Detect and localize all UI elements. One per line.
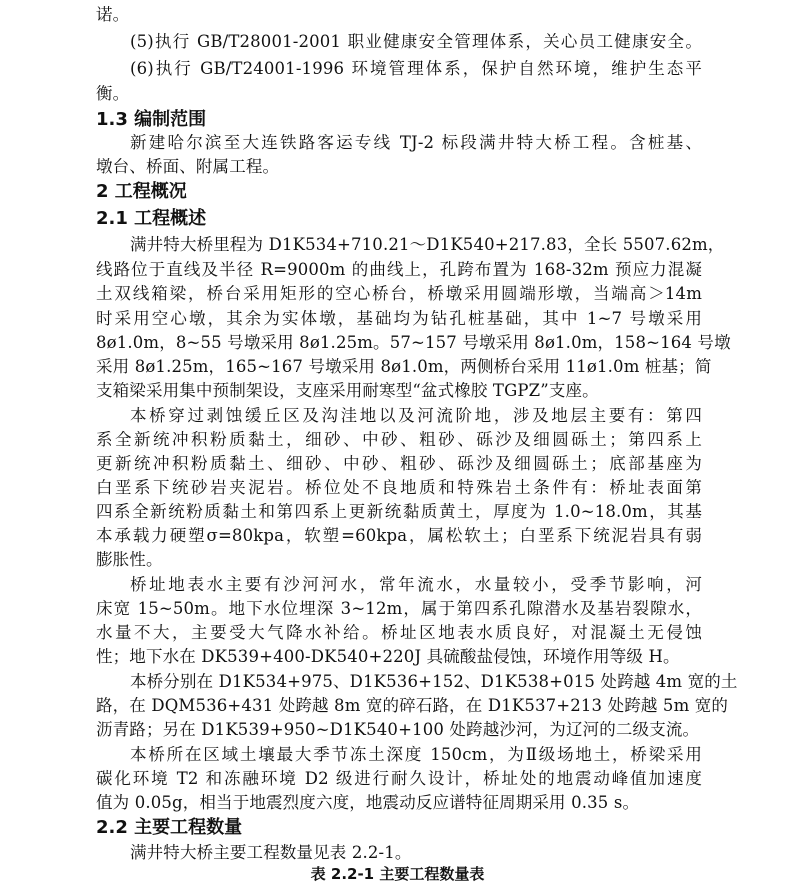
- text-line: 本桥所在区域土壤最大季节冻土深度 150cm，为Ⅱ级场地土，桥梁采用: [130, 745, 702, 764]
- text-line: 水量不大，主要受大气降水补给。桥址区地表水质良好，对混凝土无侵蚀: [96, 623, 702, 642]
- text-line: 更新统冲积粉质黏土、细砂、中砂、粗砂、砾沙及细圆砾土；底部基座为: [96, 454, 702, 473]
- text-line: 路，在 DQM536+431 处跨越 8m 宽的碎石路，在 D1K537+213 处跨越 5m 宽的: [96, 696, 729, 715]
- text-line: 满井特大桥里程为 D1K534+710.21～D1K540+217.83，全长 5507.62m，: [130, 235, 725, 254]
- text-line: 诺。: [96, 5, 130, 24]
- text-line: 性；地下水在 DK539+400-DK540+220J 具硫酸盐侵蚀，环境作用等级 H。: [96, 647, 680, 666]
- text-line: 墩台、桥面、附属工程。: [96, 157, 280, 176]
- section-heading-2: 2 工程概况: [96, 181, 187, 202]
- text-line: 衡。: [96, 84, 130, 103]
- table-caption: 表 2.2-1 主要工程数量表: [310, 865, 485, 883]
- text-line: 白垩系下统砂岩夹泥岩。桥位处不良地质和特殊岩土条件有：桥址表面第: [96, 478, 702, 497]
- text-line: 线路位于直线及半径 R=9000m 的曲线上，孔跨布置为 168-32m 预应力混凝: [96, 260, 702, 279]
- text-line: 碳化环境 T2 和冻融环境 D2 级进行耐久设计，桥址处的地震动峰值加速度: [96, 769, 702, 788]
- text-line: 床宽 15~50m。地下水位埋深 3~12m，属于第四系孔隙潜水及基岩裂隙水，: [96, 599, 702, 618]
- text-line: 本桥穿过剥蚀缓丘区及沟洼地以及河流阶地，涉及地层主要有：第四: [130, 406, 702, 425]
- text-line: 时采用空心墩，其余为实体墩，基础均为钻孔桩基础，其中 1~7 号墩采用: [96, 309, 702, 328]
- text-line: 8ø1.0m，8~55 号墩采用 8ø1.25m。57~157 号墩采用 8ø1.0m，158~164 号墩: [96, 333, 731, 352]
- text-line: 满井特大桥主要工程数量见表 2.2-1。: [130, 843, 412, 862]
- text-line: 值为 0.05g，相当于地震烈度六度，地震动反应谱特征周期采用 0.35 s。: [96, 793, 640, 812]
- text-line: 采用 8ø1.25m，165~167 号墩采用 8ø1.0m，两侧桥台采用 11ø1.0m 桩基；简: [96, 357, 712, 376]
- section-heading-2-1: 2.1 工程概述: [96, 208, 207, 229]
- text-line: 膨胀性。: [96, 550, 163, 569]
- text-line: 系全新统冲积粉质黏土，细砂、中砂、粗砂、砾沙及细圆砾土；第四系上: [96, 430, 702, 449]
- text-line: 支箱梁采用集中预制架设，支座采用耐寒型“盆式橡胶 TGPZ”支座。: [96, 381, 599, 400]
- text-line: 本桥分别在 D1K534+975、D1K536+152、D1K538+015 处跨越 4m 宽的土: [130, 672, 738, 691]
- section-heading-2-2: 2.2 主要工程数量: [96, 817, 243, 838]
- text-line: 桥址地表水主要有沙河河水，常年流水，水量较小，受季节影响，河: [130, 575, 702, 594]
- section-heading-1-3: 1.3 编制范围: [96, 109, 207, 130]
- text-line: 四系全新统粉质黏土和第四系上更新统黏质黄土，厚度为 1.0~18.0m，其基: [96, 502, 702, 521]
- text-line: 新建哈尔滨至大连铁路客运专线 TJ-2 标段满井特大桥工程。含桩基、: [130, 133, 702, 152]
- text-line: 沥青路；另在 D1K539+950~D1K540+100 处跨越沙河，为辽河的二级支流。: [96, 720, 700, 739]
- text-line: 土双线箱梁，桥台采用矩形的空心桥台，桥墩采用圆端形墩，当端高＞14m: [96, 284, 702, 303]
- text-line: (5)执行 GB/T28001-2001 职业健康安全管理体系，关心员工健康安全。: [130, 32, 702, 51]
- text-line: 本承载力硬塑σ=80kpa，软塑=60kpa，属松软土；白垩系下统泥岩具有弱: [96, 526, 702, 545]
- text-line: (6)执行 GB/T24001-1996 环境管理体系，保护自然环境，维护生态平: [130, 59, 702, 78]
